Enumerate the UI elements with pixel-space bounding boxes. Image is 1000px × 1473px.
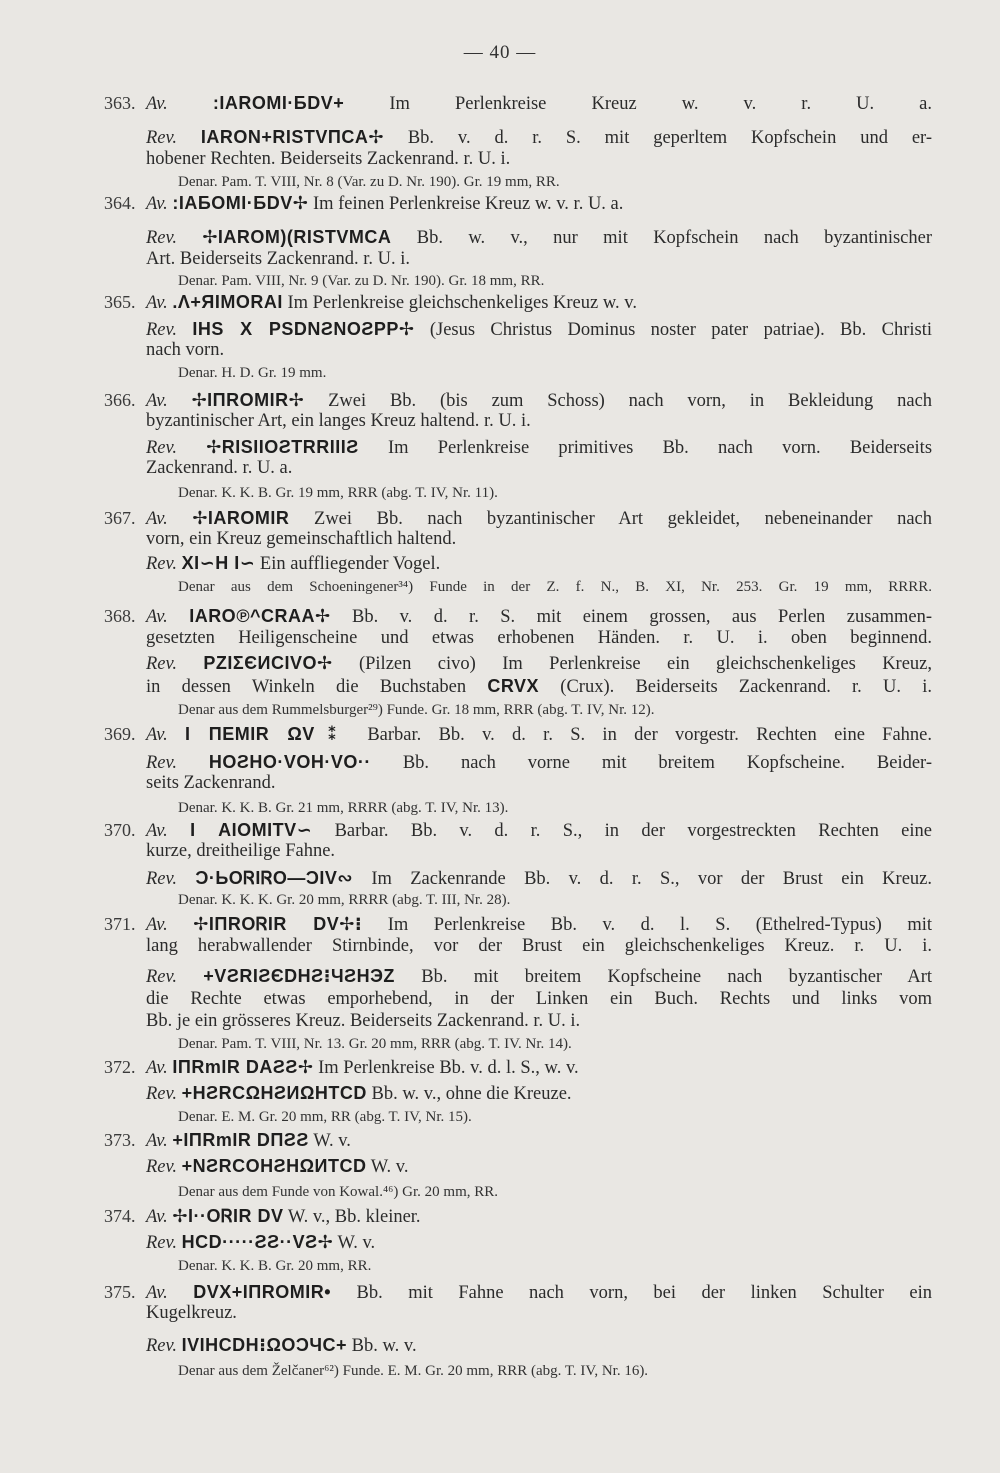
reverse-line-cont: seits Zackenrand.	[146, 773, 276, 793]
entry-number: 371.	[104, 914, 136, 934]
reverse-line-cont: in dessen Winkeln die Buchstaben CRVX (Crux). Beiderseits Zackenrand. r. U. i.	[146, 676, 932, 697]
coin-legend: :IAROMI·БDV+	[212, 93, 345, 113]
coin-legend: HCD·····ƧƧ··VƧ✢	[181, 1232, 334, 1252]
entry-number: 365.	[104, 292, 136, 312]
coin-legend: +VƧRIƧЄDHƧ⁝ЧƧHЭZ	[203, 966, 395, 986]
obverse-line: Av. ✢IΠROᏒIR DV✢⁝ Im Perlenkreise Bb. v. d. l. S. (Ethelred-Typus) mit	[146, 914, 933, 935]
reverse-line: Rev. IVIHCDH⁝ΩOƆЧC+ Bb. w. v.	[146, 1335, 417, 1356]
reverse-line-cont: Art. Beiderseits Zackenrand. r. U. i.	[146, 249, 411, 269]
entry-note: Denar. K. K. K. Gr. 20 mm, RRRR (abg. T. III, Nr. 28).	[178, 892, 511, 908]
coin-legend: ✢IΠROᏒIR DV✢⁝	[193, 914, 363, 934]
entry-note: Denar. Pam. T. VIII, Nr. 8 (Var. zu D. Nr. 190). Gr. 19 mm, RR.	[178, 174, 560, 190]
reverse-line-cont: nach vorn.	[146, 340, 225, 360]
entry-note: Denar aus dem Schoeningener³⁴) Funde in der Z. f. N., B. XI, Nr. 253. Gr. 19 mm, RRRR.	[178, 579, 932, 595]
entry-note: Denar. Pam. VIII, Nr. 9 (Var. zu D. Nr. 190). Gr. 18 mm, RR.	[178, 273, 545, 289]
reverse-line-cont: Zackenrand. r. U. a.	[146, 458, 293, 478]
entry-number: 364.	[104, 193, 136, 213]
entry-note: Denar. K. K. B. Gr. 21 mm, RRRR (abg. T. IV, Nr. 13).	[178, 800, 509, 816]
entry-number: 363.	[104, 93, 136, 113]
obverse-line-cont: kurze, dreitheilige Fahne.	[146, 841, 336, 861]
reverse-line: Rev. +HƧRCΩHƧИΩHTCD Bb. w. v., ohne die Kreuze.	[146, 1083, 572, 1104]
coin-legend: ✢IΠROMIR✢	[191, 390, 305, 410]
obverse-line: Av. :IAROMI·БDV+ Im Perlenkreise Kreuz w. v. r. U. a.	[146, 93, 933, 114]
coin-legend: I ΠEMIR ΩV⁑	[185, 724, 351, 744]
reverse-line: Rev. PZIΣЄИCIVO✢ (Pilzen civo) Im Perlenkreise ein gleichschenkeliges Kreuz,	[146, 653, 933, 674]
obverse-line: Av. ✢IAROMIR Zwei Bb. nach byzantinischer Art gekleidet, nebeneinander nach	[146, 508, 933, 529]
coin-legend: +NƧRCOHƧHΩИTCD	[181, 1156, 367, 1176]
entry-number: 374.	[104, 1206, 136, 1226]
reverse-line: Rev. ✢RISIIOƧTRRIIIƧ Im Perlenkreise primitives Bb. nach vorn. Beiderseits	[146, 437, 933, 458]
reverse-line: Rev. HCD·····ƧƧ··VƧ✢ W. v.	[146, 1232, 376, 1253]
entry-note: Denar. E. M. Gr. 20 mm, RR (abg. T. IV, Nr. 15).	[178, 1109, 472, 1125]
coin-legend: XI∽H I∽	[181, 553, 256, 573]
entry-number: 368.	[104, 606, 136, 626]
reverse-line: Rev. Ɔ·ЬOᏒIᏒO—ƆIV∾ Im Zackenrande Bb. v. d. r. S., vor der Brust ein Kreuz.	[146, 868, 932, 889]
entry-number: 373.	[104, 1130, 136, 1150]
obverse-line-cont: gesetzten Heiligenscheine und etwas erhobenen Händen. r. U. i. oben beginnend.	[146, 628, 932, 648]
entry-note: Denar. K. K. B. Gr. 20 mm, RR.	[178, 1258, 372, 1274]
coin-legend: +HƧRCΩHƧИΩHTCD	[181, 1083, 367, 1103]
obverse-line: Av. I ΠEMIR ΩV⁑ Barbar. Bb. v. d. r. S. in der vorgestr. Rechten eine Fahne.	[146, 724, 933, 745]
coin-legend: ✢RISIIOƧTRRIIIƧ	[206, 437, 359, 457]
coin-legend: ✢IAROMIR	[192, 508, 290, 528]
obverse-line: Av. +IΠRmIR DΠƧƧ W. v.	[146, 1130, 351, 1151]
reverse-line: Rev. HOƧHO·VOH·VO·· Bb. nach vorne mit breitem Kopfscheine. Beider-	[146, 752, 932, 773]
reverse-line: Rev. ✢IAROM)(RISTVMCA Bb. w. v., nur mit Kopfschein nach byzantinischer	[146, 227, 932, 248]
coin-legend: :IAБOMI·БDV✢	[172, 193, 309, 213]
reverse-line-cont: die Rechte etwas emporhebend, in der Linken ein Buch. Rechts und links vom	[146, 989, 932, 1009]
reverse-line: Rev. +VƧRIƧЄDHƧ⁝ЧƧHЭZ Bb. mit breitem Kopfscheine nach byzantischer Art	[146, 966, 933, 987]
coin-legend: ✢IAROM)(RISTVMCA	[202, 227, 392, 247]
obverse-line: Av. ✢I··OᏒIR DV W. v., Bb. kleiner.	[146, 1206, 421, 1227]
coin-legend: I AIOMITV∽	[190, 820, 313, 840]
obverse-line-cont: vorn, ein Kreuz gemeinschaftlich haltend.	[146, 529, 457, 549]
entry-number: 375.	[104, 1282, 136, 1302]
entry-note: Denar. K. K. B. Gr. 19 mm, RRR (abg. T. IV, Nr. 11).	[178, 485, 498, 501]
entry-number: 366.	[104, 390, 136, 410]
obverse-line: Av. IARO℗^CRAA✢ Bb. v. d. r. S. mit einem grossen, aus Perlen zusammen-	[146, 606, 933, 627]
page-number: — 40 —	[463, 42, 537, 63]
entry-number: 367.	[104, 508, 136, 528]
reverse-line: Rev. XI∽H I∽ Ein auffliegender Vogel.	[146, 553, 441, 574]
obverse-line: Av. :IAБOMI·БDV✢ Im feinen Perlenkreise Kreuz w. v. r. U. a.	[146, 193, 624, 214]
coin-legend: IΠRmIR DAƧƧ✢	[172, 1057, 314, 1077]
reverse-line: Rev. +NƧRCOHƧHΩИTCD W. v.	[146, 1156, 409, 1177]
coin-legend: IVIHCDH⁝ΩOƆЧC+	[181, 1335, 348, 1355]
obverse-line-cont: lang herabwallender Stirnbinde, vor der Brust ein gleichschenkeliges Kreuz. r. U. i.	[146, 936, 932, 956]
obverse-line: Av. .Λ+ЯIMORAI Im Perlenkreise gleichschenkeliges Kreuz w. v.	[146, 292, 637, 313]
entry-number: 372.	[104, 1057, 136, 1077]
obverse-line-cont: byzantinischer Art, ein langes Kreuz haltend. r. U. i.	[146, 411, 531, 431]
reverse-line-cont: hobener Rechten. Beiderseits Zackenrand. r. U. i.	[146, 149, 511, 169]
coin-legend: ✢I··OᏒIR DV	[172, 1206, 284, 1226]
coin-legend: PZIΣЄИCIVO✢	[203, 653, 333, 673]
coin-legend: Ɔ·ЬOᏒIᏒO—ƆIV∾	[195, 868, 353, 888]
coin-legend: .Λ+ЯIMORAI	[172, 292, 283, 312]
coin-legend: +IΠRmIR DΠƧƧ	[172, 1130, 309, 1150]
obverse-line-cont: Kugelkreuz.	[146, 1303, 237, 1323]
entry-note: Denar aus dem Rummelsburger²⁹) Funde. Gr. 18 mm, RRR (abg. T. IV, Nr. 12).	[178, 702, 655, 718]
coin-legend: HOƧHO·VOH·VO··	[208, 752, 371, 772]
entry-note: Denar. Pam. T. VIII, Nr. 13. Gr. 20 mm, RRR (abg. T. IV. Nr. 14).	[178, 1036, 572, 1052]
reverse-line-cont: Bb. je ein grösseres Kreuz. Beiderseits Zackenrand. r. U. i.	[146, 1011, 581, 1031]
coin-legend: IARO℗^CRAA✢	[189, 606, 331, 626]
coin-legend: CRVX	[487, 676, 540, 696]
entry-number: 370.	[104, 820, 136, 840]
entry-note: Denar. H. D. Gr. 19 mm.	[178, 365, 327, 381]
obverse-line: Av. ✢IΠROMIR✢ Zwei Bb. (bis zum Schoss) nach vorn, in Bekleidung nach	[146, 390, 933, 411]
coin-legend: IARON+RISTVΠCA✢	[200, 127, 384, 147]
obverse-line: Av. DVX+IΠROMIR• Bb. mit Fahne nach vorn, bei der linken Schulter ein	[146, 1282, 932, 1303]
obverse-line: Av. IΠRmIR DAƧƧ✢ Im Perlenkreise Bb. v. d. l. S., w. v.	[146, 1057, 579, 1078]
entry-note: Denar aus dem Funde von Kowal.⁴⁶) Gr. 20 mm, RR.	[178, 1184, 499, 1200]
obverse-line: Av. I AIOMITV∽ Barbar. Bb. v. d. r. S., in der vorgestreckten Rechten eine	[146, 820, 932, 841]
reverse-line: Rev. IARON+RISTVΠCA✢ Bb. v. d. r. S. mit geperltem Kopfschein und er-	[146, 127, 932, 148]
coin-legend: DVX+IΠROMIR•	[193, 1282, 332, 1302]
entry-number: 369.	[104, 724, 136, 744]
reverse-line: Rev. IHS X PSDNƧNOƧPP✢ (Jesus Christus Dominus noster pater patriae). Bb. Christi	[146, 319, 933, 340]
coin-legend: IHS X PSDNƧNOƧPP✢	[192, 319, 415, 339]
entry-note: Denar aus dem Želčaner⁶²) Funde. E. M. Gr. 20 mm, RRR (abg. T. IV, Nr. 16).	[178, 1363, 649, 1379]
